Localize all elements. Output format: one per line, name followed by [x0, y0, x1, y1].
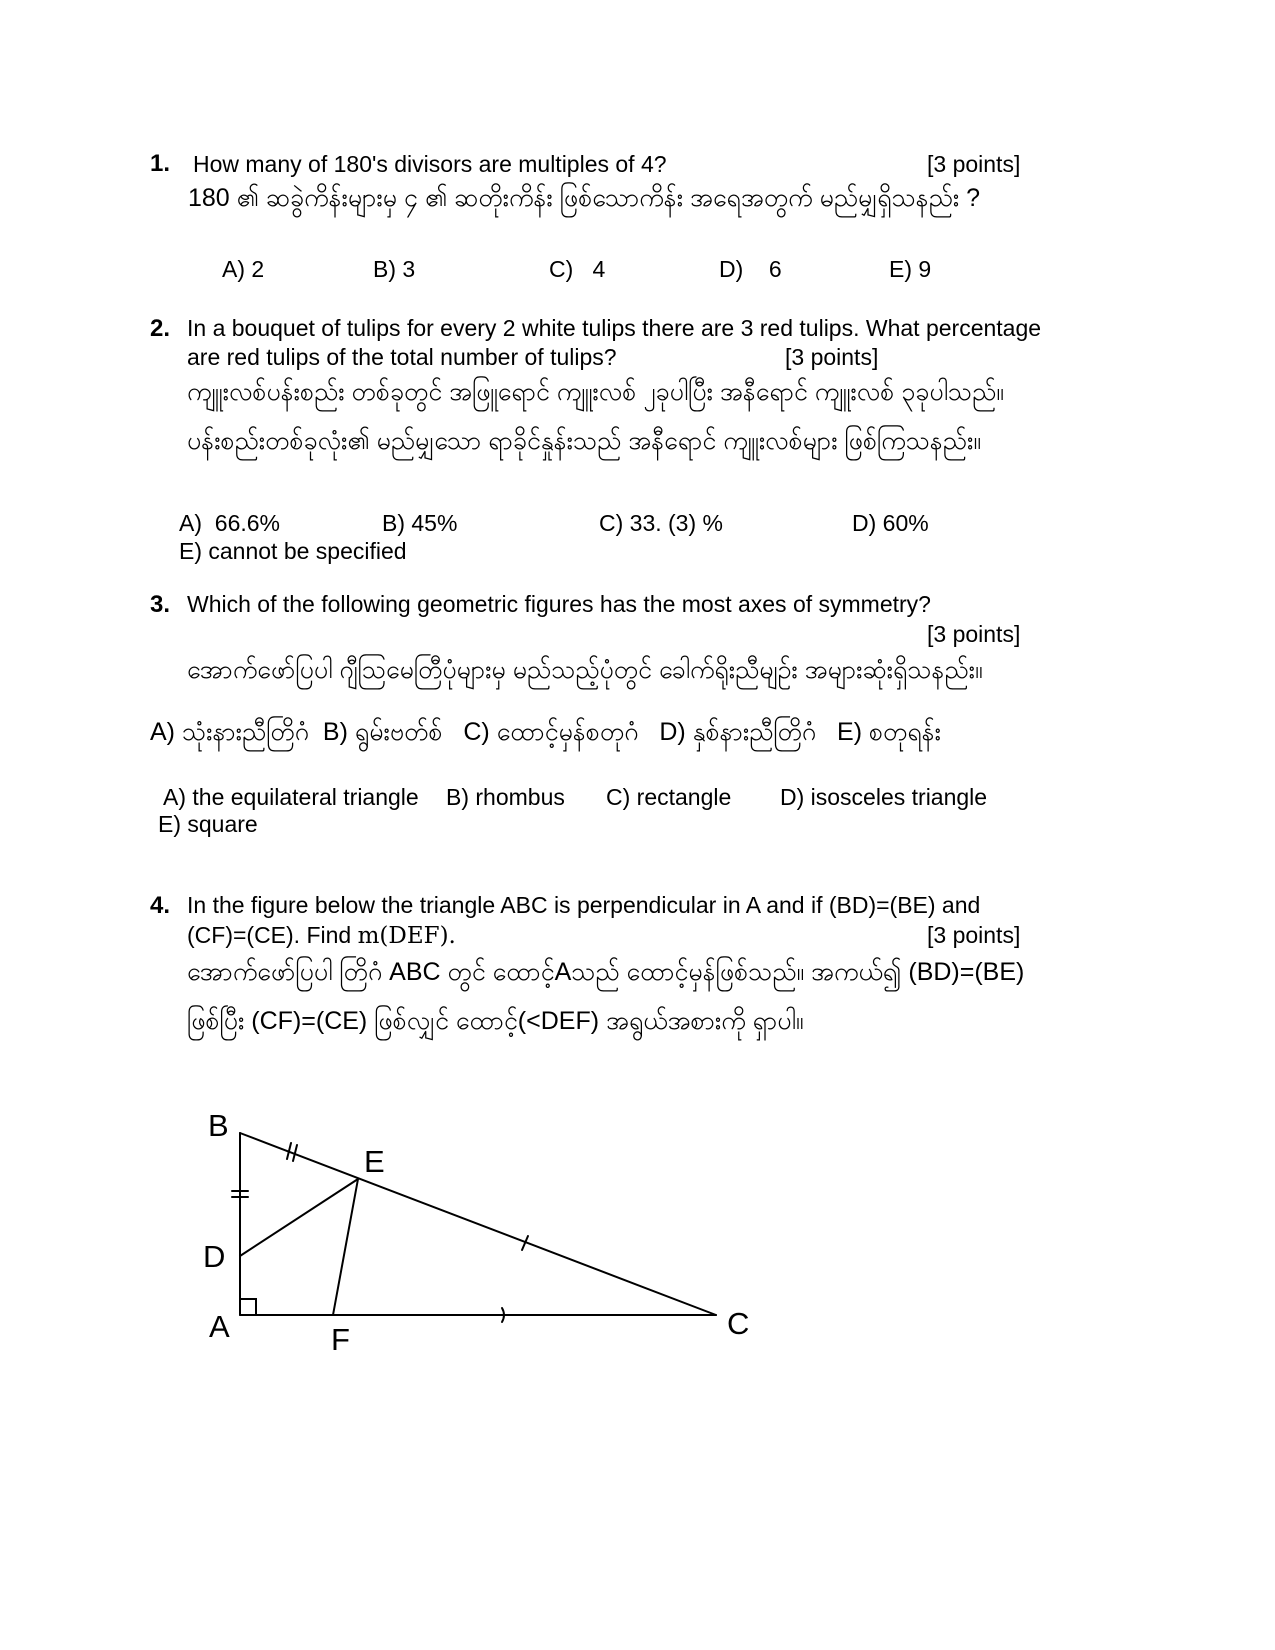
q4-angle-expression: m(DEF). — [357, 923, 456, 949]
q3-text: Which of the following geometric figures has the most axes of symmetry? — [187, 591, 931, 617]
q4-points: [3 points] — [927, 922, 1021, 948]
q2-text-myanmar-line1: ကျူးလစ်ပန်းစည်း တစ်ခုတွင် အဖြူရောင် ကျူးလစ် ၂ခုပါပြီး အနီရောင် ကျူးလစ် ၃ခုပါသည်။ — [187, 378, 1004, 406]
label-b: B — [208, 1108, 229, 1143]
q1-text: How many of 180's divisors are multiples of 4? — [193, 151, 667, 177]
q2-option-c: C) 33. (3) % — [599, 510, 723, 536]
label-f: F — [331, 1322, 350, 1357]
q3-option-a: A) the equilateral triangle — [163, 784, 419, 810]
q1-option-a: A) 2 — [222, 256, 265, 282]
q2-text-line1: In a bouquet of tulips for every 2 white tulips there are 3 red tulips. What percentage — [187, 315, 1042, 341]
q1-text-myanmar: 180 ၏ ဆခွဲကိန်းများမှ ၄ ၏ ဆတိုးကိန်း ဖြစ်သောကိန်း အရေအတွက် မည်မျှရှိသနည်း ? — [188, 184, 981, 212]
q2-text-line2: are red tulips of the total number of tulips? — [187, 344, 617, 370]
q3-option-e: E) square — [158, 811, 258, 837]
label-d: D — [203, 1239, 226, 1274]
segment-ef — [333, 1179, 358, 1315]
q1-option-c: C) 4 — [549, 256, 606, 282]
q3-number: 3. — [150, 591, 171, 618]
q4-text-line1: In the figure below the triangle ABC is perpendicular in A and if (BD)=(BE) and — [187, 892, 981, 918]
q4-number: 4. — [150, 892, 171, 919]
q3-option-c: C) rectangle — [606, 784, 732, 810]
label-c: C — [727, 1306, 750, 1341]
segment-bc — [240, 1133, 716, 1315]
q3-options-myanmar: A) သုံးနားညီတြိဂံ B) ရွမ်းဗတ်စ် C) ထောင့်မှန်စတုဂံ D) နှစ်နားညီတြိဂံ E) စတုရန်း — [150, 718, 942, 746]
q1-option-b: B) 3 — [373, 256, 416, 282]
label-a: A — [209, 1309, 230, 1344]
q1-number: 1. — [150, 150, 171, 177]
q2-option-e: E) cannot be specified — [179, 538, 407, 564]
q4-text-line2-prefix: (CF)=(CE). Find — [187, 922, 358, 948]
q2-text-myanmar-line2: ပန်းစည်းတစ်ခုလုံး၏ မည်မျှသော ရာခိုင်နှုန်းသည် အနီရောင် ကျူးလစ်များ ဖြစ်ကြသနည်း။ — [187, 427, 981, 455]
q2-option-b: B) 45% — [382, 510, 458, 536]
right-angle-mark — [240, 1299, 256, 1315]
q2-points: [3 points] — [785, 344, 879, 370]
q1-option-d: D) 6 — [719, 256, 782, 282]
label-e: E — [364, 1144, 385, 1179]
q3-points: [3 points] — [927, 621, 1021, 647]
q2-number: 2. — [150, 315, 171, 342]
q4-text-myanmar-line1: အောက်ဖော်ပြပါ တြိဂံ ABC တွင် ထောင့်Aသည် ထောင့်မှန်ဖြစ်သည်။ အကယ်၍ (BD)=(BE) — [187, 958, 1025, 986]
q3-option-b: B) rhombus — [446, 784, 565, 810]
segment-de — [240, 1179, 358, 1256]
q4-text-myanmar-line2: ဖြစ်ပြီး (CF)=(CE) ဖြစ်လျှင် ထောင့်(<DEF) အရွယ်အစားကို ရှာပါ။ — [187, 1007, 804, 1035]
q1-option-e: E) 9 — [889, 256, 932, 282]
q1-points: [3 points] — [927, 151, 1021, 177]
q3-option-d: D) isosceles triangle — [780, 784, 988, 810]
q2-option-a: A) 66.6% — [179, 510, 280, 536]
q2-option-d: D) 60% — [852, 510, 929, 536]
q3-text-myanmar: အောက်ဖော်ပြပါ ဂျီဩမေတြီပုံများမှ မည်သည့်ပုံတွင် ခေါက်ရိုးညီမျဉ်း အများဆုံးရှိသနည်း။ — [187, 656, 983, 684]
